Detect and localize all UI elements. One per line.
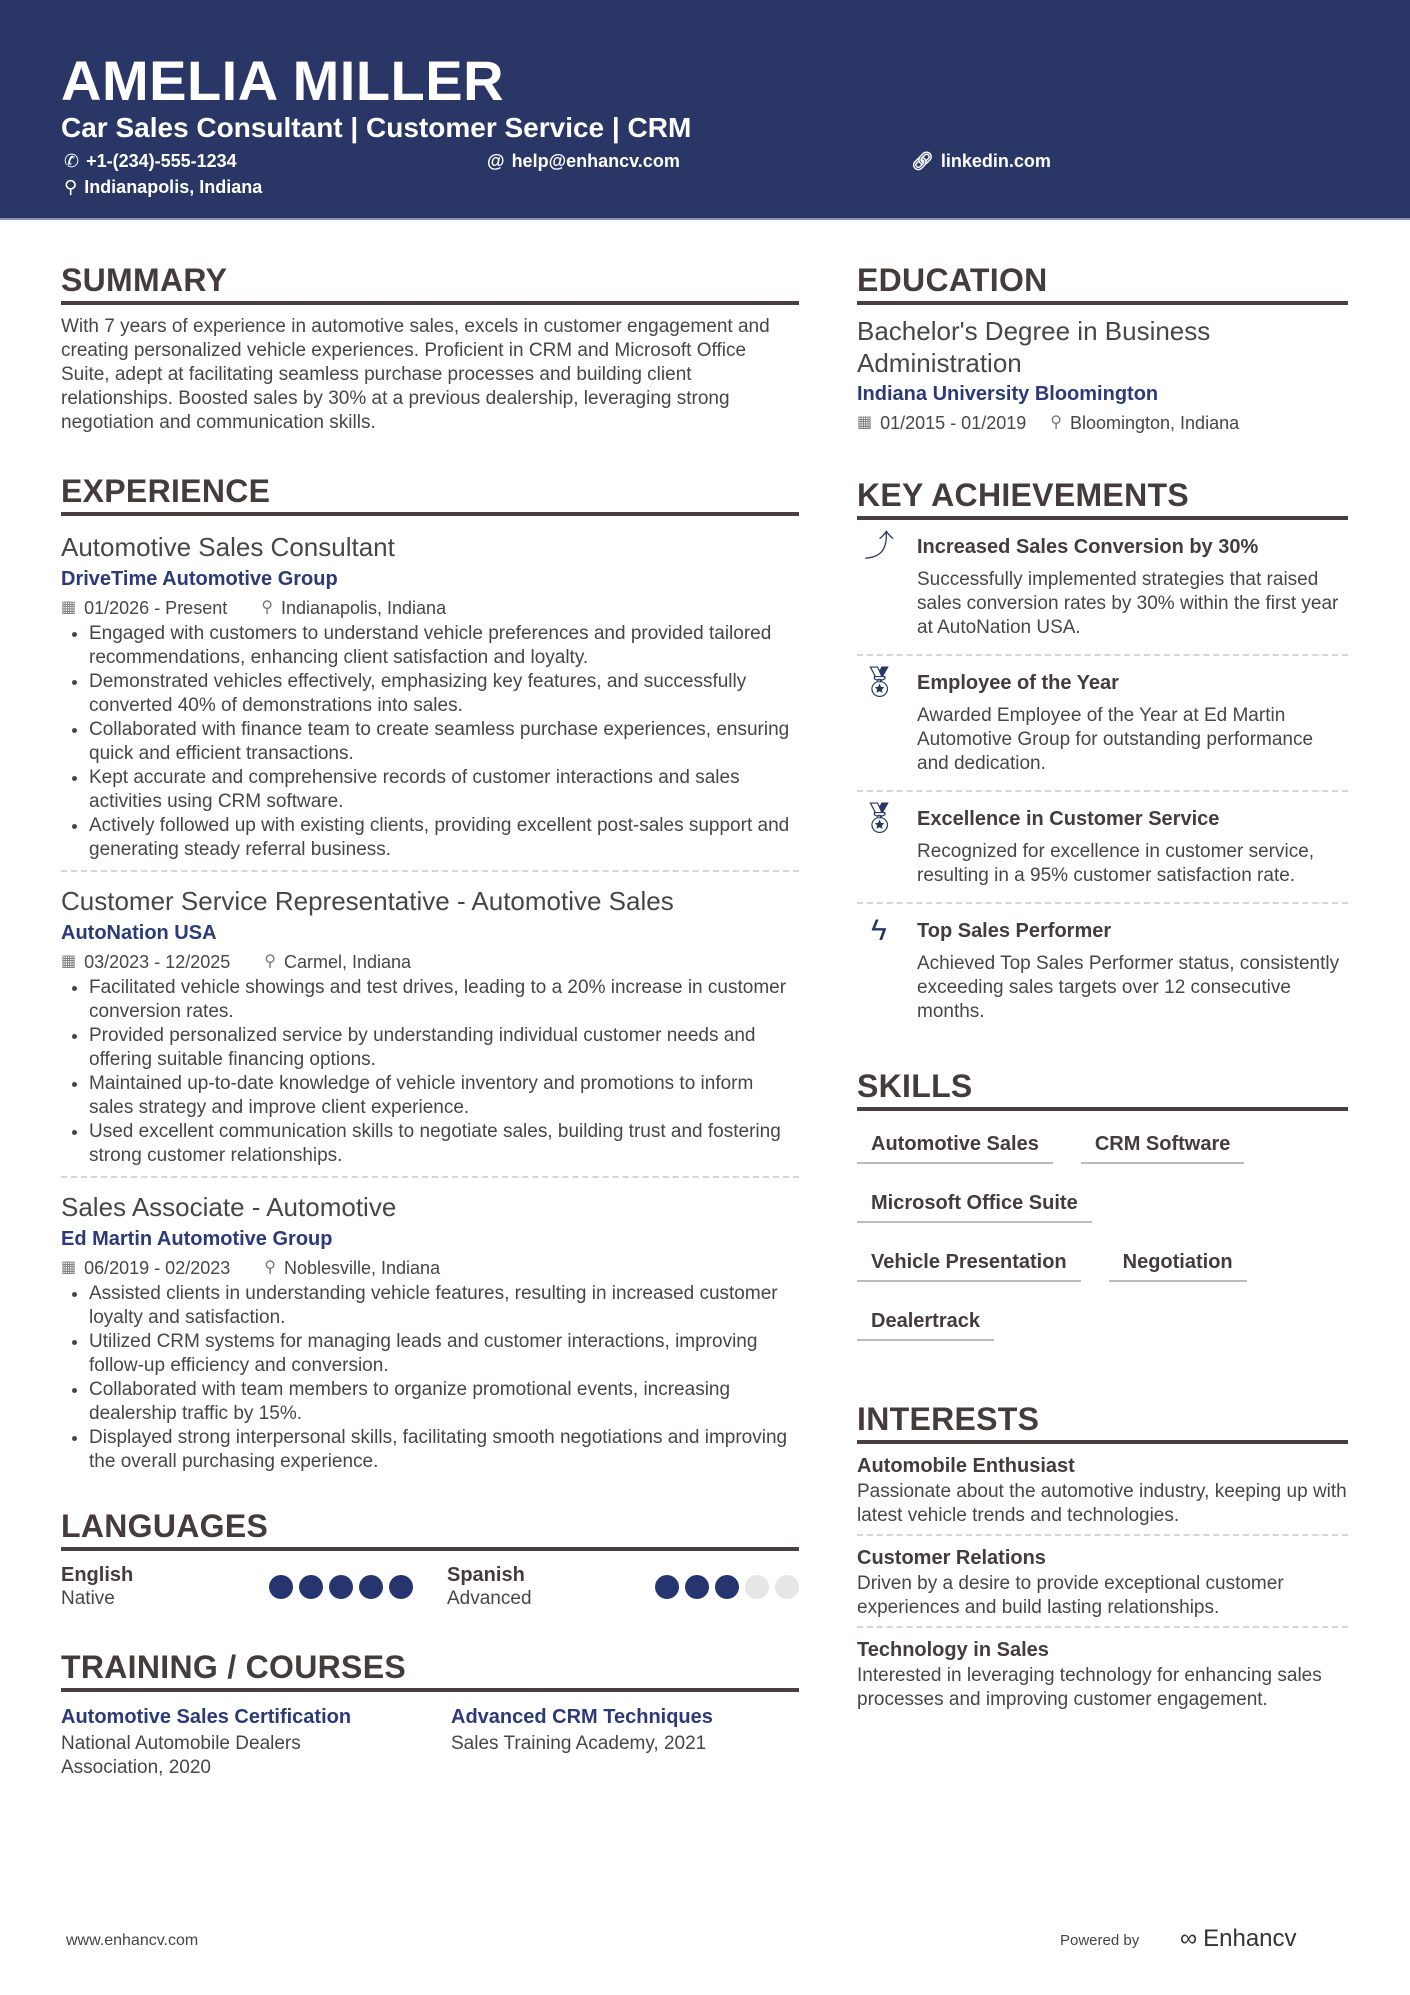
award-icon: 🏅︎ <box>859 666 899 699</box>
language-item: English Native <box>61 1563 413 1611</box>
rating-dot <box>745 1575 769 1599</box>
divider <box>857 902 1348 904</box>
lightning-icon: ϟ <box>871 914 887 947</box>
location-pin-icon: ⚲ <box>264 953 276 970</box>
language-item: Spanish Advanced <box>447 1563 799 1611</box>
skill-tag: CRM Software <box>1081 1125 1245 1164</box>
footer-website[interactable]: www.enhancv.com <box>66 1932 199 1949</box>
skills-row <box>857 1125 1348 1184</box>
divider <box>857 1534 1348 1536</box>
education-meta: ▦ 01/2015 - 01/2019 ⚲ Bloomington, Indiana <box>857 409 1348 437</box>
bullet: • Kept accurate and comprehensive records of customer interactions and sales activities using CRM software. <box>89 766 799 814</box>
rating-dot <box>685 1575 709 1599</box>
job-title: Automotive Sales Consultant <box>61 532 395 562</box>
skill-tag: Dealertrack <box>857 1302 994 1341</box>
skills-row <box>857 1243 1348 1302</box>
candidate-title: Car Sales Consultant | Customer Service | CRM <box>61 112 692 143</box>
experience-list <box>61 526 799 1474</box>
company: DriveTime Automotive Group <box>61 568 338 590</box>
rating-dot <box>299 1575 323 1599</box>
training-list <box>61 1702 799 1780</box>
bullet: • Collaborated with team members to organize promotional events, increasing dealership traffic by 15%. <box>89 1378 799 1426</box>
rating-dot <box>359 1575 383 1599</box>
training-title: TRAINING / COURSES <box>61 1649 799 1692</box>
rating-dot <box>389 1575 413 1599</box>
linkedin[interactable]: 🔗︎ linkedin.com <box>911 151 1051 171</box>
bullet: • Facilitated vehicle showings and test drives, leading to a 20% increase in customer conversion rates. <box>89 976 799 1024</box>
company: AutoNation USA <box>61 922 217 944</box>
phone-icon: ✆ <box>64 151 80 171</box>
bullet: • Utilized CRM systems for managing leads and customer interactions, improving follow-up efficiency and conversion. <box>89 1330 799 1378</box>
languages-title: LANGUAGES <box>61 1508 799 1551</box>
skills-title: SKILLS <box>857 1068 1348 1111</box>
skill-tag: Automotive Sales <box>857 1125 1053 1164</box>
bullet: • Demonstrated vehicles effectively, emphasizing key features, and successfully converted 40% of demonstrations into sales. <box>89 670 799 718</box>
calendar-icon: ▦ <box>61 599 77 616</box>
languages-list <box>61 1563 799 1611</box>
interest-item: Customer Relations Driven by a desire to provide exceptional customer experiences and build lasting relationships. <box>857 1547 1284 1618</box>
location: ⚲ Indianapolis, Indiana <box>64 177 263 197</box>
award-icon: 🏅︎ <box>859 802 899 835</box>
rating-dot <box>775 1575 799 1599</box>
divider <box>857 1626 1348 1628</box>
bullet: • Maintained up-to-date knowledge of vehicle inventory and promotions to inform sales strategy and improve client experience. <box>89 1072 799 1120</box>
rating-dot <box>269 1575 293 1599</box>
calendar-icon: ▦ <box>857 414 873 431</box>
rating-dot <box>329 1575 353 1599</box>
achievement-item: 🏅︎ Employee of the Year Awarded Employee of the Year at Ed Martin Automotive Group for outstanding performance and dedication. <box>857 662 1348 786</box>
interests-list <box>857 1452 1348 1712</box>
infinity-icon: ∞ <box>1180 1925 1198 1952</box>
achievement-item: 🏅︎ Excellence in Customer Service Recognized for excellence in customer service, resulting in a 95% customer satisfaction rate. <box>857 798 1348 898</box>
job-bullets <box>61 976 799 1168</box>
bullet: • Displayed strong interpersonal skills, facilitating smooth negotiations and improving the overall purchasing experience. <box>89 1426 799 1474</box>
summary-text: With 7 years of experience in automotive sales, excels in customer engagement and creating personalized vehicle experiences. Proficient in CRM and Microsoft Office Suite, adept at facilitating seamless purchase processes and building client relationships. Boosted sales by 30% at a previous dealership, leveraging strong negotiation and communication skills. <box>61 316 770 433</box>
calendar-icon: ▦ <box>61 1259 77 1276</box>
job-entry <box>61 1176 799 1474</box>
divider <box>857 654 1348 656</box>
skills-row <box>857 1302 1348 1361</box>
achievements-title: KEY ACHIEVEMENTS <box>857 477 1348 520</box>
bullet: • Actively followed up with existing clients, providing excellent post-sales support and generating steady referral business. <box>89 814 799 862</box>
bullet: • Assisted clients in understanding vehicle features, resulting in increased customer loyalty and satisfaction. <box>89 1282 799 1330</box>
interests-title: INTERESTS <box>857 1401 1348 1444</box>
rating-dot <box>655 1575 679 1599</box>
job-entry <box>61 526 799 862</box>
achievements-list <box>857 526 1348 1034</box>
location-pin-icon: ⚲ <box>1050 414 1062 431</box>
job-title: Customer Service Representative - Automotive Sales <box>61 886 674 916</box>
email[interactable]: @ help@enhancv.com <box>487 151 680 171</box>
company: Ed Martin Automotive Group <box>61 1228 333 1250</box>
job-meta: ▦ 01/2026 - Present ⚲ Indianapolis, Indiana <box>61 594 799 622</box>
location-pin-icon: ⚲ <box>264 1259 276 1276</box>
achievement-item: ⤴ Increased Sales Conversion by 30% Successfully implemented strategies that raised sales conversion rates by 30% within the first year at AutoNation USA. <box>857 526 1348 650</box>
rating-dot <box>715 1575 739 1599</box>
calendar-icon: ▦ <box>61 953 77 970</box>
experience-title: EXPERIENCE <box>61 473 799 516</box>
interest-item: Automobile Enthusiast Passionate about the automotive industry, keeping up with latest vehicle trends and technologies. <box>857 1455 1347 1526</box>
job-entry <box>61 870 799 1168</box>
bullet: • Used excellent communication skills to negotiate sales, building trust and fostering strong customer relationships. <box>89 1120 799 1168</box>
bullet: • Engaged with customers to understand vehicle preferences and provided tailored recommendations, enhancing client satisfaction and loyalty. <box>89 622 799 670</box>
enhancv-logo: ∞ Enhancv <box>1180 1925 1297 1952</box>
job-bullets <box>61 622 799 862</box>
achievement-item: ϟ Top Sales Performer Achieved Top Sales Performer status, consistently exceeding sales targets over 12 consecutive months. <box>857 910 1348 1034</box>
summary-title: SUMMARY <box>61 262 799 305</box>
candidate-name: AMELIA MILLER <box>61 49 505 112</box>
at-icon: @ <box>487 151 505 171</box>
job-meta: ▦ 06/2019 - 02/2023 ⚲ Noblesville, Indiana <box>61 1254 799 1282</box>
job-bullets <box>61 1282 799 1474</box>
left-column <box>61 262 799 1780</box>
link-icon: 🔗︎ <box>911 151 934 171</box>
bullet: • Provided personalized service by understanding individual customer needs and offering suitable financing options. <box>89 1024 799 1072</box>
degree: Bachelor's Degree in Business Administration <box>857 316 1211 378</box>
resume-header <box>0 0 1410 220</box>
language-rating <box>655 1575 799 1599</box>
skills-list <box>857 1125 1348 1361</box>
training-item: Advanced CRM Techniques Sales Training Academy, 2021 <box>451 1706 713 1754</box>
skill-tag: Microsoft Office Suite <box>857 1184 1092 1223</box>
location-pin-icon: ⚲ <box>64 177 78 197</box>
divider <box>61 870 799 872</box>
bullet: • Collaborated with finance team to create seamless purchase experiences, ensuring quick and efficient transactions. <box>89 718 799 766</box>
job-meta: ▦ 03/2023 - 12/2025 ⚲ Carmel, Indiana <box>61 948 799 976</box>
language-rating <box>269 1575 413 1599</box>
location-pin-icon: ⚲ <box>261 599 273 616</box>
phone: ✆ +1-(234)-555-1234 <box>64 151 237 171</box>
strategy-icon: ⤴ <box>864 530 894 563</box>
education-title: EDUCATION <box>857 262 1348 305</box>
skills-row <box>857 1184 1348 1243</box>
divider <box>857 790 1348 792</box>
right-column <box>857 262 1348 1712</box>
divider <box>61 1176 799 1178</box>
skill-tag: Negotiation <box>1109 1243 1247 1282</box>
skill-tag: Vehicle Presentation <box>857 1243 1081 1282</box>
school: Indiana University Bloomington <box>857 383 1159 405</box>
interest-item: Technology in Sales Interested in leveraging technology for enhancing sales processes and improving customer engagement. <box>857 1639 1322 1710</box>
footer-powered: Powered by <box>1060 1932 1140 1949</box>
training-item: Automotive Sales Certification National Automobile Dealers Association, 2020 <box>61 1706 352 1778</box>
job-title: Sales Associate - Automotive <box>61 1192 397 1222</box>
